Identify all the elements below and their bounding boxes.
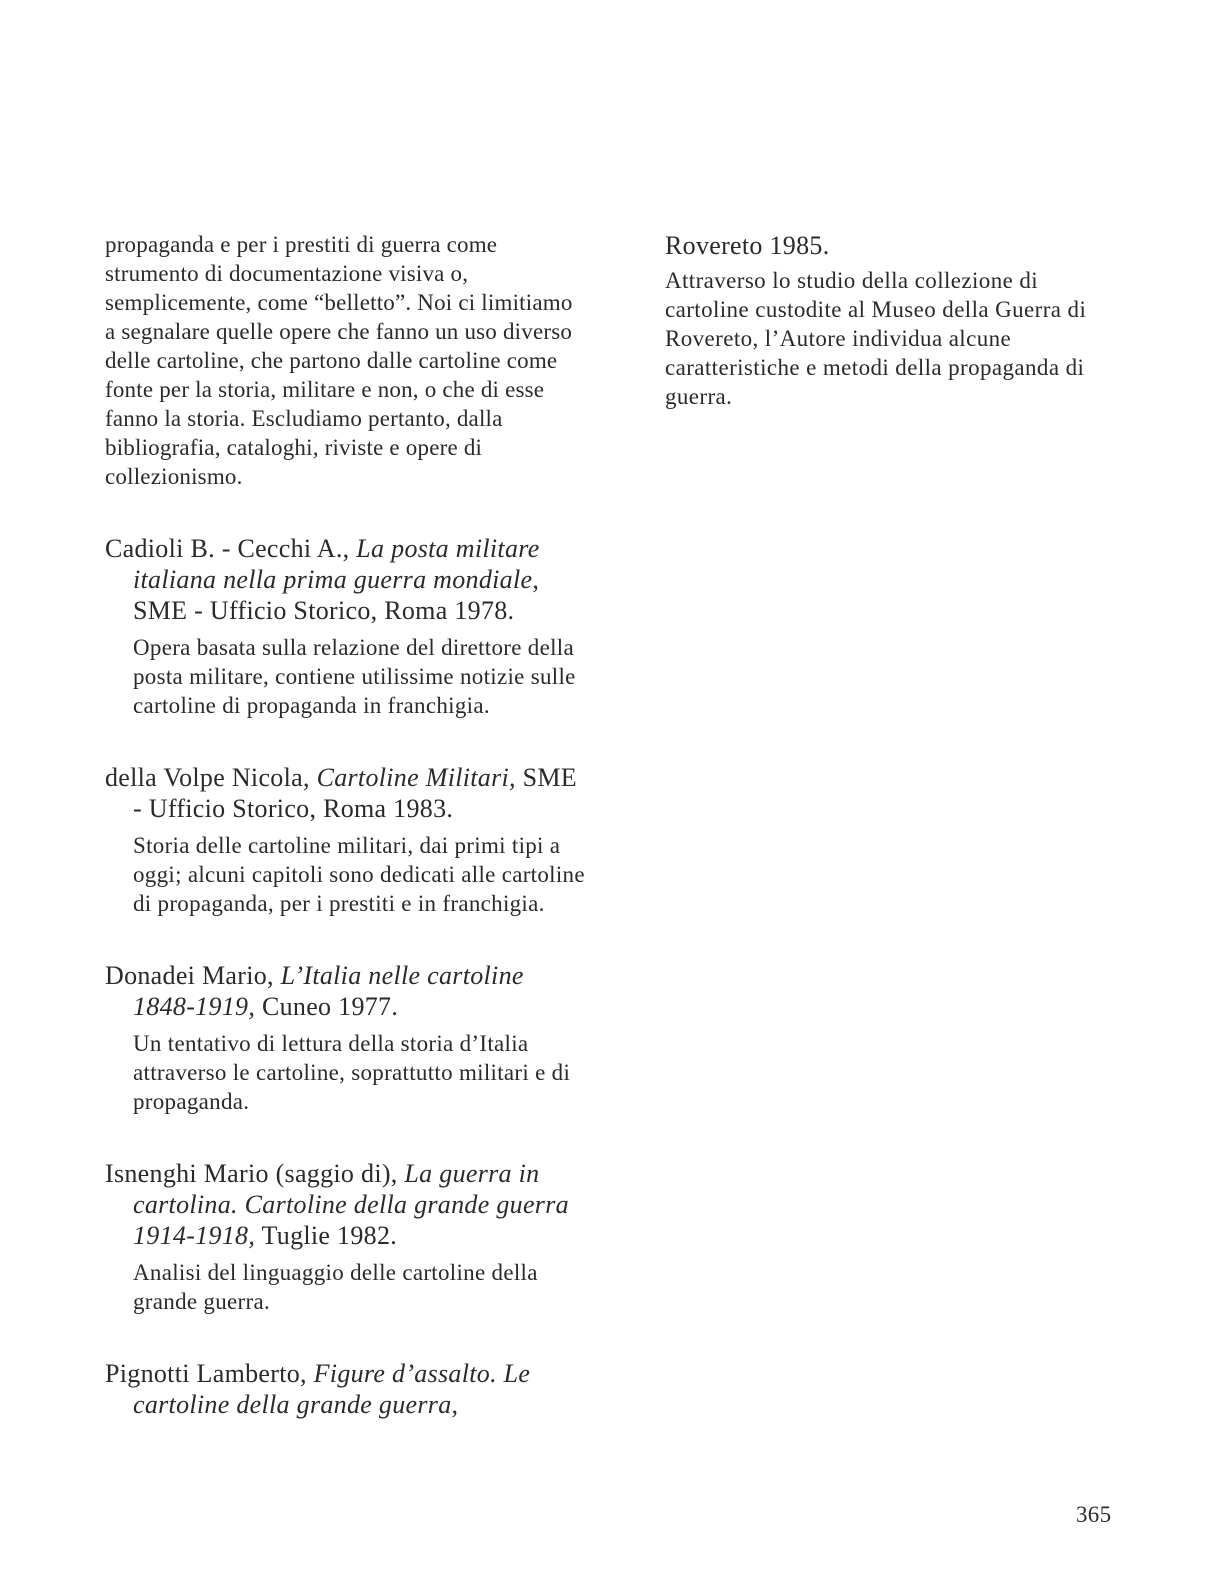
entry-title: La guerra in cartolina. Cartoline della grande guerra 1914-1918, [133,1159,569,1250]
entry-annotation: Attraverso lo studio della collezione di cartoline custodite al Museo della Guerra di Rovereto, l’Autore individua alcune caratteristiche e metodi della propaganda di guerra. [665,268,1087,409]
entry-annotation: Opera basata sulla relazione del direttore della posta militare, contiene utilissime notizie sulle cartoline di propaganda in franchigia. [133,635,576,718]
reference [105,1158,585,1251]
bibliography-entry [105,1158,585,1316]
entry-title: L’Italia nelle cartoline 1848-1919, [133,961,524,1021]
entry-author: Donadei Mario, [105,961,281,990]
left-column [105,230,585,1420]
reference [105,762,585,824]
entry-annotation: Storia delle cartoline militari, dai primi tipi a oggi; alcuni capitoli sono dedicati alle cartoline di propaganda, per i prestiti e in franchigia. [133,833,585,916]
entry-author: della Volpe Nicola, [105,763,317,792]
entry-title: Cartoline Militari, [316,763,516,792]
reference [105,533,585,626]
intro-paragraph: propaganda e per i prestiti di guerra come strumento di documentazione visiva o, semplicemente, come “belletto”. Noi ci limitiamo a segnalare quelle opere che fanno un uso diverso delle cartoline, che partono dalle cartoline come fonte per la storia, militare e non, o che di esse fanno la storia. Escludiamo pertanto, dalla bibliografia, cataloghi, riviste e opere di collezionismo. [105,232,573,489]
entry-publication: Tuglie 1982. [255,1221,398,1250]
bibliography-list [105,533,585,1420]
bibliography-entry [105,762,585,918]
entry-continuation: Rovereto 1985. [665,231,830,260]
bibliography-entry [105,960,585,1116]
page-number: 365 [1076,1502,1112,1527]
entry-annotation: Un tentativo di lettura della storia d’Italia attraverso le cartoline, soprattutto militari e di propaganda. [133,1031,571,1114]
entry-publication: Cuneo 1977. [255,992,399,1021]
entry-title: Figure d’assalto. Le cartoline della grande guerra, [133,1359,531,1419]
reference [105,1358,585,1420]
right-column [665,230,1110,411]
entry-author: Isnenghi Mario (saggio di), [105,1159,405,1188]
entry-publication: SME - Ufficio Storico, Roma 1983. [133,763,577,823]
entry-author: Pignotti Lamberto, [105,1359,314,1388]
entry-publication: SME - Ufficio Storico, Roma 1978. [133,596,515,625]
bibliography-entry [105,1358,585,1420]
bibliography-entry [105,533,585,720]
entry-annotation: Analisi del linguaggio delle cartoline della grande guerra. [133,1260,538,1314]
entry-author: Cadioli B. - Cecchi A., [105,534,357,563]
reference [105,960,585,1022]
entry-title: La posta militare italiana nella prima guerra mondiale, [133,534,540,594]
